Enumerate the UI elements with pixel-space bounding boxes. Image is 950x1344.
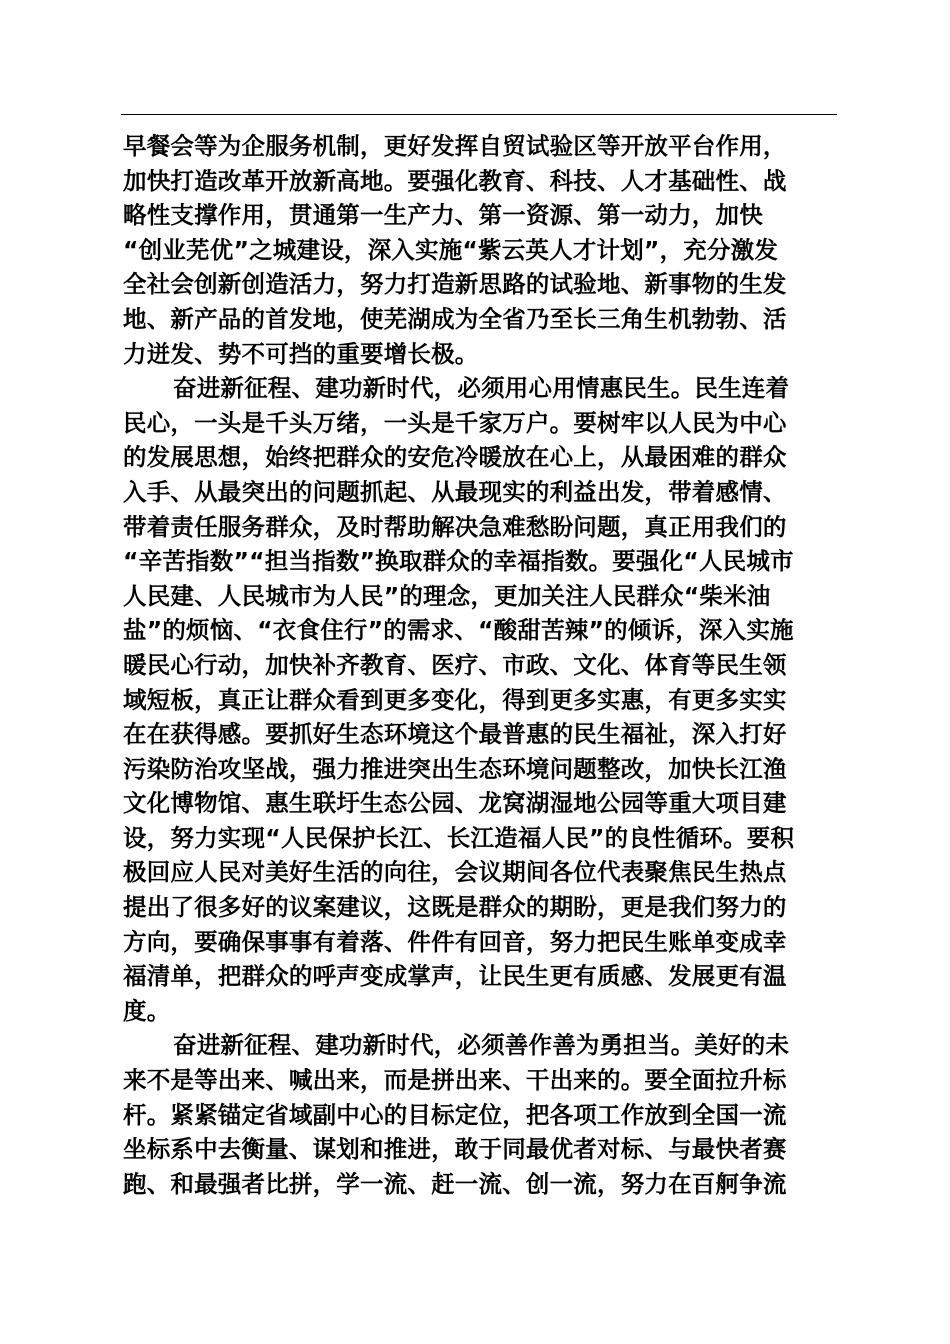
text-line: 早餐会等为企服务机制，更好发挥自贸试验区等开放平台作用，: [123, 132, 787, 160]
text-line: 全社会创新创造活力，努力打造新思路的试验地、新事物的生发: [123, 270, 787, 299]
text-line: 入手、从最突出的问题抓起、从最现实的利益出发，带着感情、: [123, 477, 787, 506]
text-line: 盐”的烦恼、“衣食住行”的需求、“酸甜苦辣”的倾诉，深入实施: [123, 616, 794, 645]
text-line: 方向，要确保事事有着落、件件有回音，努力把民生账单变成幸: [123, 927, 787, 956]
text-line: “创业芜优”之城建设，深入实施“紫云英人才计划”，充分激发: [123, 235, 779, 264]
text-line: 跑、和最强者比拼，学一流、赶一流、创一流，努力在百舸争流: [123, 1169, 787, 1198]
text-line: 加快打造改革开放新高地。要强化教育、科技、人才基础性、战: [123, 166, 787, 195]
text-line: “辛苦指数”“担当指数”换取群众的幸福指数。要强化“人民城市: [123, 547, 794, 576]
text-line: 地、新产品的首发地，使芜湖成为全省乃至长三角生机勃勃、活: [123, 304, 787, 333]
text-line: 在在获得感。要抓好生态环境这个最普惠的民生福祉，深入打好: [123, 720, 787, 749]
text-line: 杆。紧紧锚定省域副中心的目标定位，把各项工作放到全国一流: [123, 1100, 787, 1129]
text-line: 暖民心行动，加快补齐教育、医疗、市政、文化、体育等民生领: [123, 650, 787, 679]
text-line: 的发展思想，始终把群众的安危冷暖放在心上，从最困难的群众: [123, 443, 787, 472]
header-rule: [121, 114, 837, 115]
body-text: [123, 129, 839, 1201]
text-line: 域短板，真正让群众看到更多变化，得到更多实惠，有更多实实: [123, 685, 787, 714]
text-line: 力迸发、势不可挡的重要增长极。: [123, 339, 479, 368]
text-line: 略性支撑作用，贯通第一生产力、第一资源、第一动力，加快: [123, 201, 763, 230]
text-line: 带着责任服务群众，及时帮助解决急难愁盼问题，真正用我们的: [123, 512, 787, 541]
text-line: 提出了很多好的议案建议，这既是群众的期盼，更是我们努力的: [123, 893, 787, 922]
paragraph-start-line: 奋进新征程、建功新时代，必须用心用情惠民生。民生连着: [173, 374, 790, 403]
text-line: 设，努力实现“人民保护长江、长江造福人民”的良性循环。要积: [123, 823, 795, 852]
text-line: 度。: [123, 996, 171, 1025]
text-line: 福清单，把群众的呼声变成掌声，让民生更有质感、发展更有温: [123, 962, 787, 991]
text-line: 污染防治攻坚战，强力推进突出生态环境问题整改，加快长江渔: [123, 754, 787, 783]
text-line: 坐标系中去衡量、谋划和推进，敢于同最优者对标、与最快者赛: [123, 1135, 787, 1164]
text-line: 人民建、人民城市为人民”的理念，更加关注人民群众“柴米油: [123, 581, 771, 610]
paragraph-start-line: 奋进新征程、建功新时代，必须善作善为勇担当。美好的未: [173, 1031, 790, 1060]
text-line: 民心，一头是千头万绪，一头是千家万户。要树牢以人民为中心: [123, 408, 787, 437]
text-line: 文化博物馆、惠生联圩生态公园、龙窝湖湿地公园等重大项目建: [123, 789, 787, 818]
text-line: 极回应人民对美好生活的向往，会议期间各位代表聚焦民生热点: [123, 858, 787, 887]
text-line: 来不是等出来、喊出来，而是拼出来、干出来的。要全面拉升标: [123, 1066, 787, 1095]
